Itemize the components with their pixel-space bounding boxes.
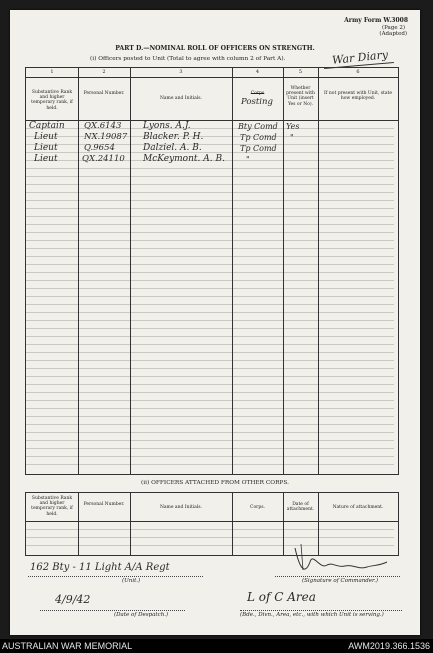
form-id-block: [344, 18, 408, 38]
row-rank: Lieut: [34, 143, 58, 153]
archive-caption-bar: [0, 639, 433, 653]
header-name: Name and Initials.: [159, 505, 203, 510]
col-divider: [130, 493, 131, 555]
archive-reference: AWM2019.366.1536: [348, 641, 430, 651]
col-number: 4: [255, 69, 260, 75]
row-name: Lyons. A.J.: [143, 121, 191, 131]
section2-title: (ii) OFFICERS ATTACHED FROM OTHER CORPS.: [141, 480, 289, 486]
row-number: Q.9654: [84, 143, 115, 153]
col-number: 6: [356, 69, 360, 75]
area-label: (Bde., Divn., Area, etc., with which Unit is serving.): [240, 612, 384, 618]
row-present: Yes: [286, 122, 300, 131]
row-name: Dalziel. A. B.: [143, 143, 202, 153]
archive-name: AUSTRALIAN WAR MEMORIAL: [2, 641, 133, 651]
header-personal-number: Personal Number.: [83, 91, 125, 96]
header-rank: Substantive Rank and higher temporary rank, if held.: [31, 90, 73, 111]
table-row: [26, 154, 398, 165]
unit-label: (Unit.): [122, 578, 141, 584]
signature-line: [275, 576, 400, 577]
form-adapted: (Adapted): [379, 31, 407, 37]
row-name: Blacker. P. H.: [143, 132, 204, 142]
form-page: (Page 2): [381, 24, 405, 31]
area-line: [240, 610, 402, 611]
col-number: 1: [50, 69, 54, 75]
row-name: McKeymont. A. B.: [143, 154, 225, 164]
row-number: QX.24110: [82, 154, 125, 164]
part-title: PART D.—NOMINAL ROLL OF OFFICERS ON STRENGTH.: [115, 45, 315, 52]
section1-title: (i) Officers posted to Unit (Total to agree with column 2 of Part A).: [90, 56, 286, 62]
unit-value: 162 Bty - 11 Light A/A Regt: [30, 562, 170, 573]
col-divider: [78, 493, 79, 555]
header-corps: Corps: [250, 91, 265, 96]
date-label: (Date of Despatch.): [114, 612, 169, 618]
area-value: L of C Area: [247, 590, 316, 604]
table-row: [26, 121, 398, 132]
col-number: 5: [298, 69, 303, 75]
header-personal-number: Personal Number.: [83, 502, 125, 507]
table-row: [26, 143, 398, 154]
row-posting: ": [246, 155, 250, 164]
col-number: 2: [102, 69, 106, 75]
table-row: [26, 132, 398, 143]
form-name: Army Form W.3008: [344, 17, 408, 24]
header-corps: Corps.: [250, 505, 265, 510]
ruled-lines: [26, 120, 398, 470]
row-posting: Tp Comd: [240, 133, 277, 142]
commander-signature: [275, 540, 395, 580]
row-number: QX.6143: [84, 121, 122, 131]
header-date-attachment: Date of attachment.: [286, 502, 315, 513]
header-employment: If not present with Unit, state how employed.: [323, 91, 393, 102]
corps-posting-annotation: Posting: [241, 97, 273, 107]
unit-line: [28, 576, 203, 577]
date-line: [40, 610, 185, 611]
war-diary-annotation: War Diary: [331, 48, 389, 67]
row-posting: Tp Comd: [240, 144, 277, 153]
row-number: NX.19087: [84, 132, 128, 142]
row-posting: Bty Comd: [238, 122, 278, 131]
officers-posted-table: [25, 67, 399, 475]
row-rank: Lieut: [34, 154, 58, 164]
header-name: Name and Initials.: [159, 96, 203, 101]
table2-header-row: [26, 493, 398, 522]
header-present: Whether present with Unit (insert Yes or No).: [286, 86, 315, 107]
row-rank: Lieut: [34, 132, 58, 142]
row-rank: Captain: [29, 121, 65, 131]
table1-header-row: [26, 77, 398, 121]
header-nature-attachment: Nature of attachment.: [332, 505, 384, 510]
col-number: 3: [179, 69, 183, 75]
col-divider: [232, 493, 233, 555]
document-page: [10, 10, 420, 635]
signature-label: (Signature of Commander.): [302, 578, 378, 584]
row-present: ": [290, 133, 294, 142]
despatch-date-value: 4/9/42: [55, 593, 91, 606]
header-rank: Substantive Rank and higher temporary rank, if held.: [31, 496, 73, 517]
